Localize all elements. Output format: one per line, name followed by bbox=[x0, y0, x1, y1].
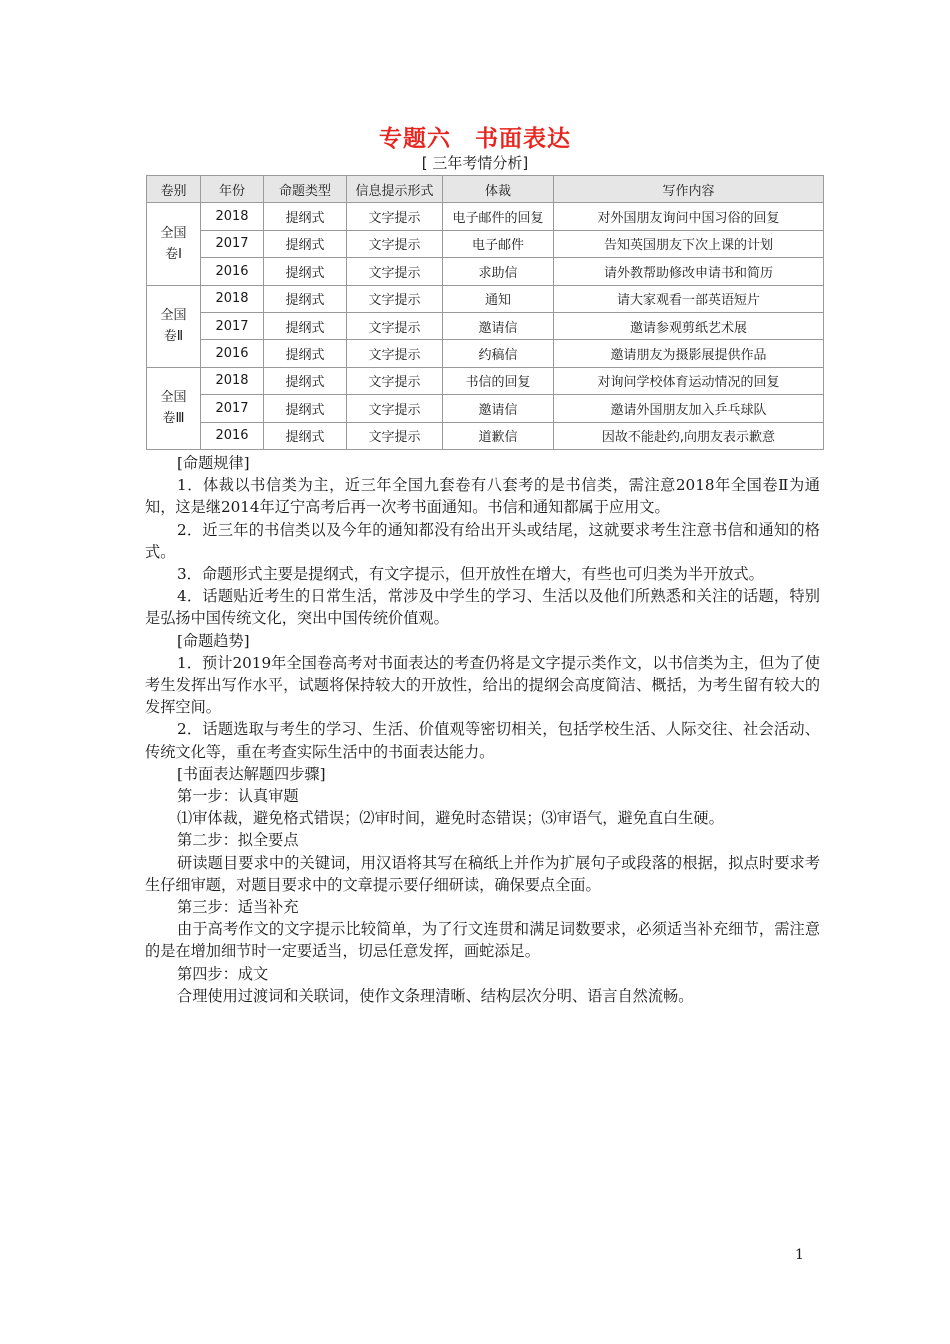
page-number: 1 bbox=[795, 1247, 804, 1263]
table-cell: 提纲式 bbox=[264, 395, 347, 422]
table-row bbox=[147, 395, 824, 422]
paragraph: 2．近三年的书信类以及今年的通知都没有给出开头或结尾，这就要求考生注意书信和通知的格式。 bbox=[145, 520, 820, 561]
table-cell: 提纲式 bbox=[264, 258, 347, 285]
table-header-cell: 体裁 bbox=[443, 176, 554, 203]
exam-analysis-table bbox=[146, 175, 824, 450]
table-cell: 2017 bbox=[201, 395, 264, 422]
page-title: 专题六 书面表达 bbox=[379, 126, 571, 152]
table-cell: 求助信 bbox=[443, 258, 554, 285]
table-cell: 提纲式 bbox=[264, 367, 347, 394]
table-cell: 文字提示 bbox=[347, 395, 443, 422]
table-header-cell: 命题类型 bbox=[264, 176, 347, 203]
volume-label-line: 卷Ⅰ bbox=[165, 246, 182, 262]
table-cell: 告知英国朋友下次上课的计划 bbox=[554, 230, 824, 257]
section-subtitle: [ 三年考情分析] bbox=[421, 154, 529, 172]
table-cell: 提纲式 bbox=[264, 203, 347, 230]
volume-label-line: 卷Ⅲ bbox=[162, 411, 185, 427]
table-cell: 请外教帮助修改申请书和简历 bbox=[554, 258, 824, 285]
volume-label-line: 全国 bbox=[160, 225, 187, 241]
table-cell: 道歉信 bbox=[443, 422, 554, 449]
table-row bbox=[147, 203, 824, 230]
paragraph: 1．预计2019年全国卷高考对书面表达的考查仍将是文字提示类作文，以书信类为主，但为了使考生发挥出写作水平，试题将保持较大的开放性，给出的提纲会高度简洁、概括，为考生留有较大的发挥空间。 bbox=[145, 653, 820, 717]
table-cell: 邀请参观剪纸艺术展 bbox=[554, 312, 824, 339]
paragraph: 第三步：适当补充 bbox=[177, 898, 299, 917]
table-cell: 提纲式 bbox=[264, 340, 347, 367]
table-cell: 文字提示 bbox=[347, 258, 443, 285]
paragraph: 合理使用过渡词和关联词，使作文条理清晰、结构层次分明、语言自然流畅。 bbox=[177, 986, 694, 1005]
table-cell: 请大家观看一部英语短片 bbox=[554, 285, 824, 312]
table-cell: 2017 bbox=[201, 230, 264, 257]
table-header-cell: 信息提示形式 bbox=[347, 176, 443, 203]
table-cell: 2018 bbox=[201, 285, 264, 312]
volume-cell bbox=[147, 203, 201, 285]
table-cell: 提纲式 bbox=[264, 230, 347, 257]
table-row bbox=[147, 230, 824, 257]
table-cell: 对外国朋友询问中国习俗的回复 bbox=[554, 203, 824, 230]
table-cell: 电子邮件的回复 bbox=[443, 203, 554, 230]
table-row bbox=[147, 285, 824, 312]
body-text bbox=[145, 452, 820, 1007]
table-cell: 提纲式 bbox=[264, 422, 347, 449]
paragraph: [命题规律] bbox=[177, 454, 250, 472]
table-header-cell: 年份 bbox=[201, 176, 264, 203]
table-cell: 邀请朋友为摄影展提供作品 bbox=[554, 340, 824, 367]
table-cell: 文字提示 bbox=[347, 312, 443, 339]
table-cell: 邀请信 bbox=[443, 312, 554, 339]
table-row bbox=[147, 312, 824, 339]
paragraph: ⑴审体裁，避免格式错误；⑵审时间，避免时态错误；⑶审语气，避免直白生硬。 bbox=[177, 809, 724, 828]
table-cell: 文字提示 bbox=[347, 230, 443, 257]
paragraph: [命题趋势] bbox=[177, 631, 250, 650]
table-cell: 约稿信 bbox=[443, 340, 554, 367]
table-row bbox=[147, 258, 824, 285]
table-cell: 提纲式 bbox=[264, 285, 347, 312]
table-cell: 邀请信 bbox=[443, 395, 554, 422]
paragraph: 第四步：成文 bbox=[177, 964, 269, 983]
table-cell: 通知 bbox=[443, 285, 554, 312]
table-header-row bbox=[147, 176, 824, 203]
table-cell: 因故不能赴约,向朋友表示歉意 bbox=[554, 422, 824, 449]
table-cell: 文字提示 bbox=[347, 340, 443, 367]
volume-label-line: 全国 bbox=[160, 308, 187, 324]
volume-label-line: 全国 bbox=[160, 390, 187, 406]
volume-label-line: 卷Ⅱ bbox=[163, 329, 184, 345]
table-row bbox=[147, 367, 824, 394]
table-cell: 2017 bbox=[201, 312, 264, 339]
table-cell: 文字提示 bbox=[347, 422, 443, 449]
paragraph: 4．话题贴近考生的日常生活，常涉及中学生的学习、生活以及他们所熟悉和关注的话题，特别是弘扬中国传统文化，突出中国传统价值观。 bbox=[145, 587, 820, 628]
table-cell: 2018 bbox=[201, 367, 264, 394]
paragraph: 研读题目要求中的关键词，用汉语将其写在稿纸上并作为扩展句子或段落的根据，拟点时要求考生仔细审题，对题目要求中的文章提示要仔细研读，确保要点全面。 bbox=[145, 853, 820, 894]
table-cell: 邀请外国朋友加入乒乓球队 bbox=[554, 395, 824, 422]
table-body bbox=[147, 203, 824, 450]
paragraph: 由于高考作文的文字提示比较简单，为了行文连贯和满足词数要求，必须适当补充细节，需注意的是在增加细节时一定要适当，切忌任意发挥，画蛇添足。 bbox=[145, 920, 820, 961]
table-row bbox=[147, 340, 824, 367]
volume-cell bbox=[147, 367, 201, 449]
paragraph: [书面表达解题四步骤] bbox=[177, 764, 326, 783]
table-cell: 提纲式 bbox=[264, 312, 347, 339]
table-cell: 文字提示 bbox=[347, 367, 443, 394]
table-cell: 2018 bbox=[201, 203, 264, 230]
table-cell: 2016 bbox=[201, 258, 264, 285]
table-cell: 2016 bbox=[201, 340, 264, 367]
table-cell: 书信的回复 bbox=[443, 367, 554, 394]
volume-cell bbox=[147, 285, 201, 367]
table-cell: 对询问学校体育运动情况的回复 bbox=[554, 367, 824, 394]
paragraph: 3．命题形式主要是提纲式，有文字提示，但开放性在增大，有些也可归类为半开放式。 bbox=[177, 565, 764, 584]
table-header-cell: 写作内容 bbox=[554, 176, 824, 203]
paragraph: 1．体裁以书信类为主，近三年全国九套卷有八套考的是书信类，需注意2018年全国卷Ⅱ为通知，这是继2014年辽宁高考后再一次考书面通知。书信和通知都属于应用文。 bbox=[145, 476, 820, 517]
paragraph: 2．话题选取与考生的学习、生活、价值观等密切相关，包括学校生活、人际交往、社会活动、传统文化等，重在考查实际生活中的书面表达能力。 bbox=[145, 720, 820, 761]
table-header-cell: 卷别 bbox=[147, 176, 201, 203]
table-cell: 2016 bbox=[201, 422, 264, 449]
table-cell: 文字提示 bbox=[347, 285, 443, 312]
paragraph: 第一步：认真审题 bbox=[177, 787, 299, 806]
table-cell: 文字提示 bbox=[347, 203, 443, 230]
table-row bbox=[147, 422, 824, 449]
table-cell: 电子邮件 bbox=[443, 230, 554, 257]
paragraph: 第二步：拟全要点 bbox=[177, 831, 299, 850]
